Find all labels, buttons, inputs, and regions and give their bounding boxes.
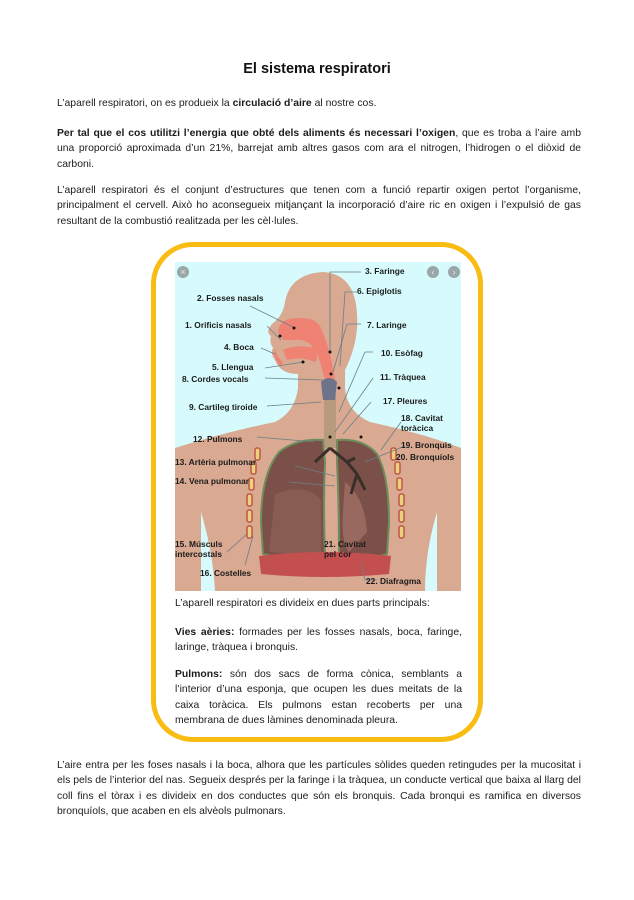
prev-arrow-icon[interactable]: ‹: [427, 266, 439, 278]
label-llengua: 5. Llengua: [212, 362, 254, 372]
p1-bold: circulació d’aire: [232, 98, 312, 109]
closing-paragraph: L’aire entra per les foses nasals i la boca, alhora que les partícules sòlides queden retingudes per la mucositat i els pels de l’interior del nas. Segueix després per la faringe i la tràquea, un conducte vertical que baixa al llarg del coll fins el tòrax i es divideix en dos conductes que són els bronquis. Cada bronqui es ramifica en diversos bronquíols, que acaben en els alvèols pulmonars.: [57, 760, 581, 818]
label-costelles: 16. Costelles: [200, 568, 252, 578]
label-musculs-intercostals-1: 15. Músculs: [175, 539, 223, 549]
label-cavitat-cor-1: 21. Cavitat: [324, 539, 366, 549]
label-cartileg-tiroide: 9. Cartileg tiroide: [189, 402, 258, 412]
p1-text-b: al nostre cos.: [311, 98, 377, 109]
pulmons-term: Pulmons:: [175, 669, 223, 680]
pulmons-text: són dos sacs de forma cònica, semblants a l’interior d’una esponja, que ocupen les dues meitats de la caixa toràcica. Els pulmons estan recoberts per una membrana de dues làmines denominada pleura.: [175, 669, 462, 727]
label-fosses-nasals: 2. Fosses nasals: [197, 293, 264, 303]
p2-text: , que es troba a l’aire amb una proporció aproximada d’un 21%, barrejat amb altres gasos com ara el nitrogen, l’hidrogen o el diòxid de carboni.: [57, 128, 581, 170]
close-icon[interactable]: ×: [177, 266, 189, 278]
intro-paragraph-3: L’aparell respiratori és el conjunt d’estructures que tenen com a funció repartir oxigen pertot l’organisme, principalment el cervell. Això ho aconsegueix mitjançant la incorporació d’aire ric en oxigen i l’expulsió de gas resultant de la combustió realitzada per les cèl·lules.: [57, 185, 581, 227]
label-esofag: 10. Esòfag: [381, 348, 423, 358]
label-arteria-pulmonar: 13. Artèria pulmonar: [175, 457, 257, 467]
p1-text-a: L’aparell respiratori, on es produeix la: [57, 98, 233, 109]
label-pleures: 17. Pleures: [383, 396, 428, 406]
vies-aeries-term: Vies aèries:: [175, 627, 235, 638]
label-laringe: 7. Laringe: [367, 320, 407, 330]
caption-pulmons: [175, 667, 462, 729]
page-title: El sistema respiratori: [243, 61, 391, 77]
label-cavitat-toracica-2: toràcica: [401, 423, 434, 433]
p2-bold: Per tal que el cos utilitzi l’energia que obté dels aliments és necessari l’oxigen: [57, 128, 456, 139]
intro-paragraph-2: [57, 126, 581, 172]
label-traquea: 11. Tràquea: [380, 372, 426, 382]
label-musculs-intercostals-2: intercostals: [175, 549, 223, 559]
caption-vies-aeries: [175, 625, 462, 656]
label-vena-pulmonar: 14. Vena pulmonar: [175, 476, 250, 486]
label-boca: 4. Boca: [224, 342, 254, 352]
respiratory-diagram: [175, 262, 461, 591]
label-bronquis: 19. Bronquis: [401, 440, 452, 450]
label-bronquiols: 20. Bronquíols: [396, 452, 455, 462]
vies-aeries-text: formades per les fosses nasals, boca, faringe, laringe, tràquea i bronquis.: [175, 627, 462, 654]
next-arrow-icon[interactable]: ›: [448, 266, 460, 278]
label-epiglotis: 6. Epiglotis: [357, 286, 402, 296]
label-cavitat-cor-2: pel cor: [324, 549, 352, 559]
label-cavitat-toracica-1: 18. Cavitat: [401, 413, 443, 423]
label-faringe: 3. Faringe: [365, 266, 405, 276]
label-cordes-vocals: 8. Cordes vocals: [182, 374, 249, 384]
intro-paragraph-1: [57, 96, 581, 111]
label-diafragma: 22. Diafragma: [366, 576, 421, 586]
caption-intro: L’aparell respiratori es divideix en dues parts principals:: [175, 598, 430, 609]
label-orificis-nasals: 1. Orificis nasals: [185, 320, 252, 330]
label-pulmons: 12. Pulmons: [193, 434, 243, 444]
